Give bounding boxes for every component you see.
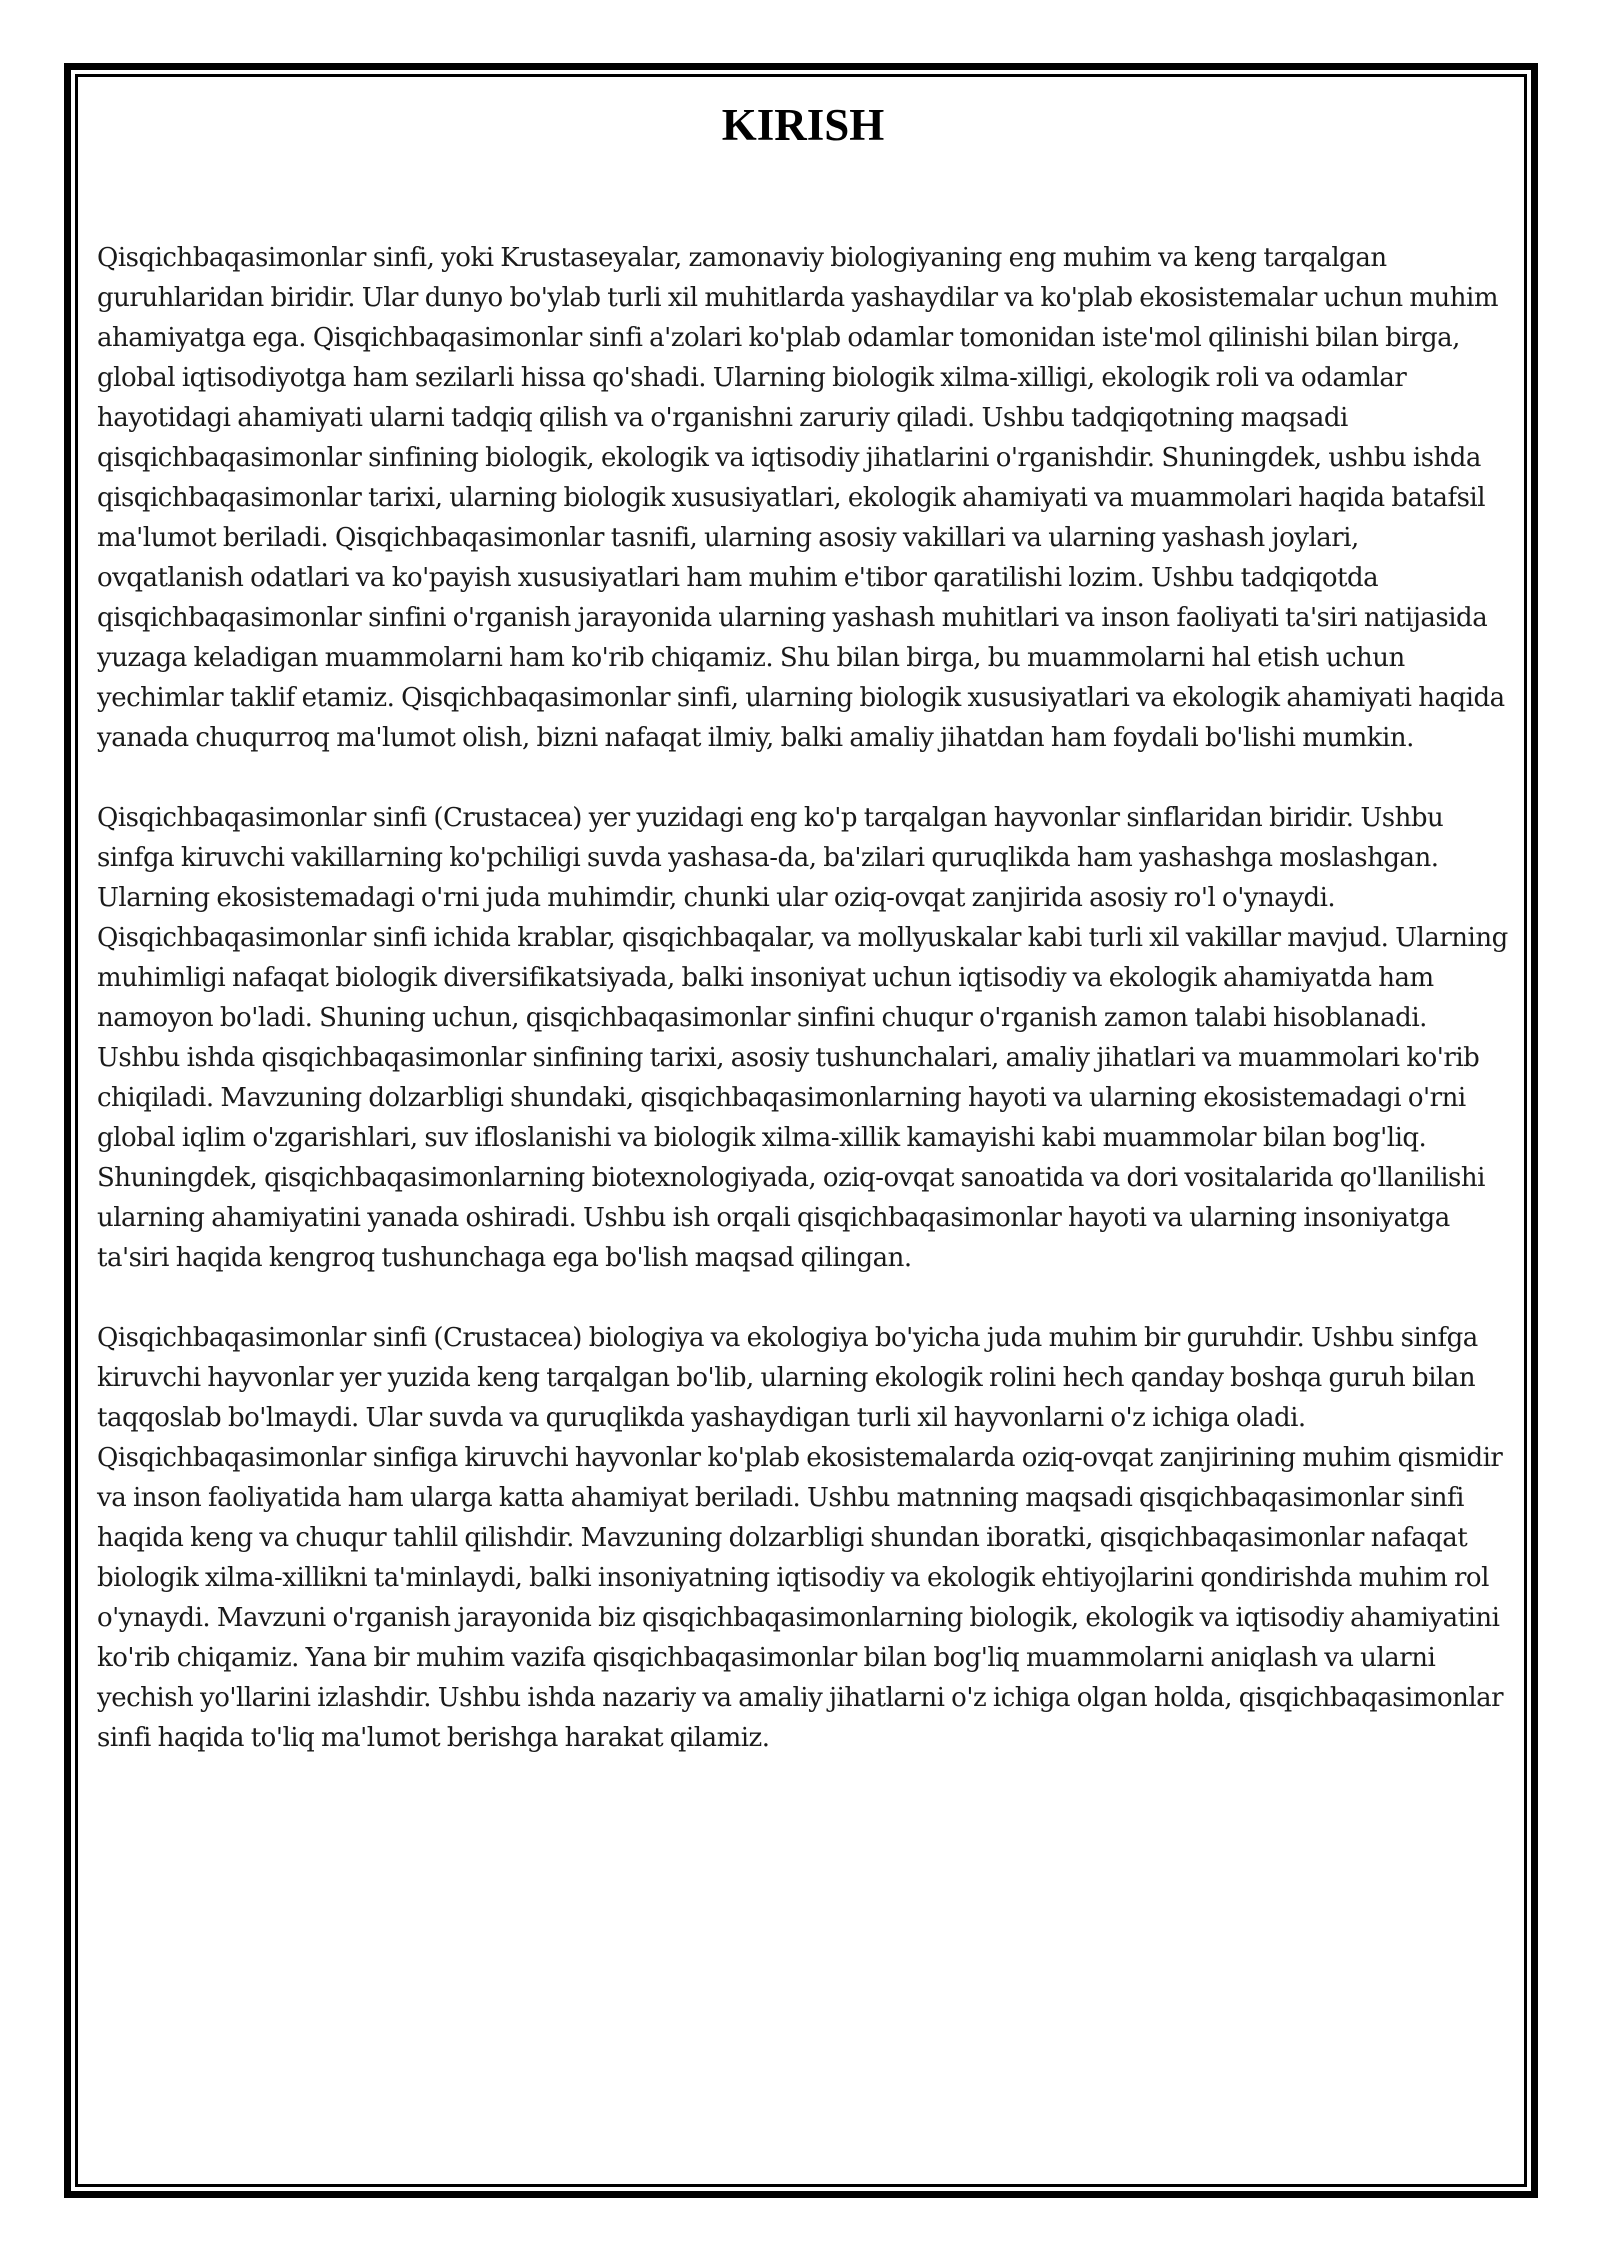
page-title: KIRISH: [721, 100, 885, 150]
paragraph-2: Qisqichbaqasimonlar sinfi (Crustacea) yer yuzidagi eng ko'p tarqalgan hayvonlar sinflaridan biridir. Ushbu sinfga kiruvchi vakillarning ko'pchiligi suvda yashasa-da, ba'zilari quruqlikda ham yashashga moslashgan. Ularning ekosistemadagi o'rni juda muhimdir, chunki ular oziq-ovqat zanjirida asosiy ro'l o'ynaydi. Qisqichbaqasimonlar sinfi ichida krablar, qisqichbaqalar, va mollyuskalar kabi turli xil vakillar mavjud. Ularning muhimligi nafaqat biologik diversifikatsiyada, balki insoniyat uchun iqtisodiy va ekologik ahamiyatda ham namoyon bo'ladi. Shuning uchun, qisqichbaqasimonlar sinfini chuqur o'rganish zamon talabi hisoblanadi. Ushbu ishda qisqichbaqasimonlar sinfining tarixi, asosiy tushunchalari, amaliy jihatlari va muammolari ko'rib chiqiladi. Mavzuning dolzarbligi shundaki, qisqichbaqasimonlarning hayoti va ularning ekosistemadagi o'rni global iqlim o'zgarishlari, suv ifloslanishi va biologik xilma-xillik kamayishi kabi muammolar bilan bog'liq. Shuningdek, qisqichbaqasimonlarning biotexnologiyada, oziq-ovqat sanoatida va dori vositalarida qo'llanilishi ularning ahamiyatini yanada oshiradi. Ushbu ish orqali qisqichbaqasimonlar hayoti va ularning insoniyatga ta'siri haqida kengroq tushunchaga ega bo'lish maqsad qilingan.: [97, 803, 1508, 1273]
paragraph-3: Qisqichbaqasimonlar sinfi (Crustacea) biologiya va ekologiya bo'yicha juda muhim bir guruhdir. Ushbu sinfga kiruvchi hayvonlar yer yuzida keng tarqalgan bo'lib, ularning ekologik rolini hech qanday boshqa guruh bilan taqqoslab bo'lmaydi. Ular suvda va quruqlikda yashaydigan turli xil hayvonlarni o'z ichiga oladi. Qisqichbaqasimonlar sinfiga kiruvchi hayvonlar ko'plab ekosistemalarda oziq-ovqat zanjirining muhim qismidir va inson faoliyatida ham ularga katta ahamiyat beriladi. Ushbu matnning maqsadi qisqichbaqasimonlar sinfi haqida keng va chuqur tahlil qilishdir. Mavzuning dolzarbligi shundan iboratki, qisqichbaqasimonlar nafaqat biologik xilma-xillikni ta'minlaydi, balki insoniyatning iqtisodiy va ekologik ehtiyojlarini qondirishda muhim rol o'ynaydi. Mavzuni o'rganish jarayonida biz qisqichbaqasimonlarning biologik, ekologik va iqtisodiy ahamiyatini ko'rib chiqamiz. Yana bir muhim vazifa qisqichbaqasimonlar bilan bog'liq muammolarni aniqlash va ularni yechish yo'llarini izlashdir. Ushbu ishda nazariy va amaliy jihatlarni o'z ichiga olgan holda, qisqichbaqasimonlar sinfi haqida to'liq ma'lumot berishga harakat qilamiz.: [97, 1323, 1504, 1753]
paragraph-1: Qisqichbaqasimonlar sinfi, yoki Krustaseyalar, zamonaviy biologiyaning eng muhim va keng tarqalgan guruhlaridan biridir. Ular dunyo bo'ylab turli xil muhitlarda yashaydilar va ko'plab ekosistemalar uchun muhim ahamiyatga ega. Qisqichbaqasimonlar sinfi a'zolari ko'plab odamlar tomonidan iste'mol qilinishi bilan birga, global iqtisodiyotga ham sezilarli hissa qo'shadi. Ularning biologik xilma-xilligi, ekologik roli va odamlar hayotidagi ahamiyati ularni tadqiq qilish va o'rganishni zaruriy qiladi. Ushbu tadqiqotning maqsadi qisqichbaqasimonlar sinfining biologik, ekologik va iqtisodiy jihatlarini o'rganishdir. Shuningdek, ushbu ishda qisqichbaqasimonlar tarixi, ularning biologik xususiyatlari, ekologik ahamiyati va muammolari haqida batafsil ma'lumot beriladi. Qisqichbaqasimonlar tasnifi, ularning asosiy vakillari va ularning yashash joylari, ovqatlanish odatlari va ko'payish xususiyatlari ham muhim e'tibor qaratilishi lozim. Ushbu tadqiqotda qisqichbaqasimonlar sinfini o'rganish jarayonida ularning yashash muhitlari va inson faoliyati ta'siri natijasida yuzaga keladigan muammolarni ham ko'rib chiqamiz. Shu bilan birga, bu muammolarni hal etish uchun yechimlar taklif etamiz. Qisqichbaqasimonlar sinfi, ularning biologik xususiyatlari va ekologik ahamiyati haqida yanada chuqurroq ma'lumot olish, bizni nafaqat ilmiy, balki amaliy jihatdan ham foydali bo'lishi mumkin.: [97, 243, 1505, 753]
page-content: [97, 95, 1509, 1758]
